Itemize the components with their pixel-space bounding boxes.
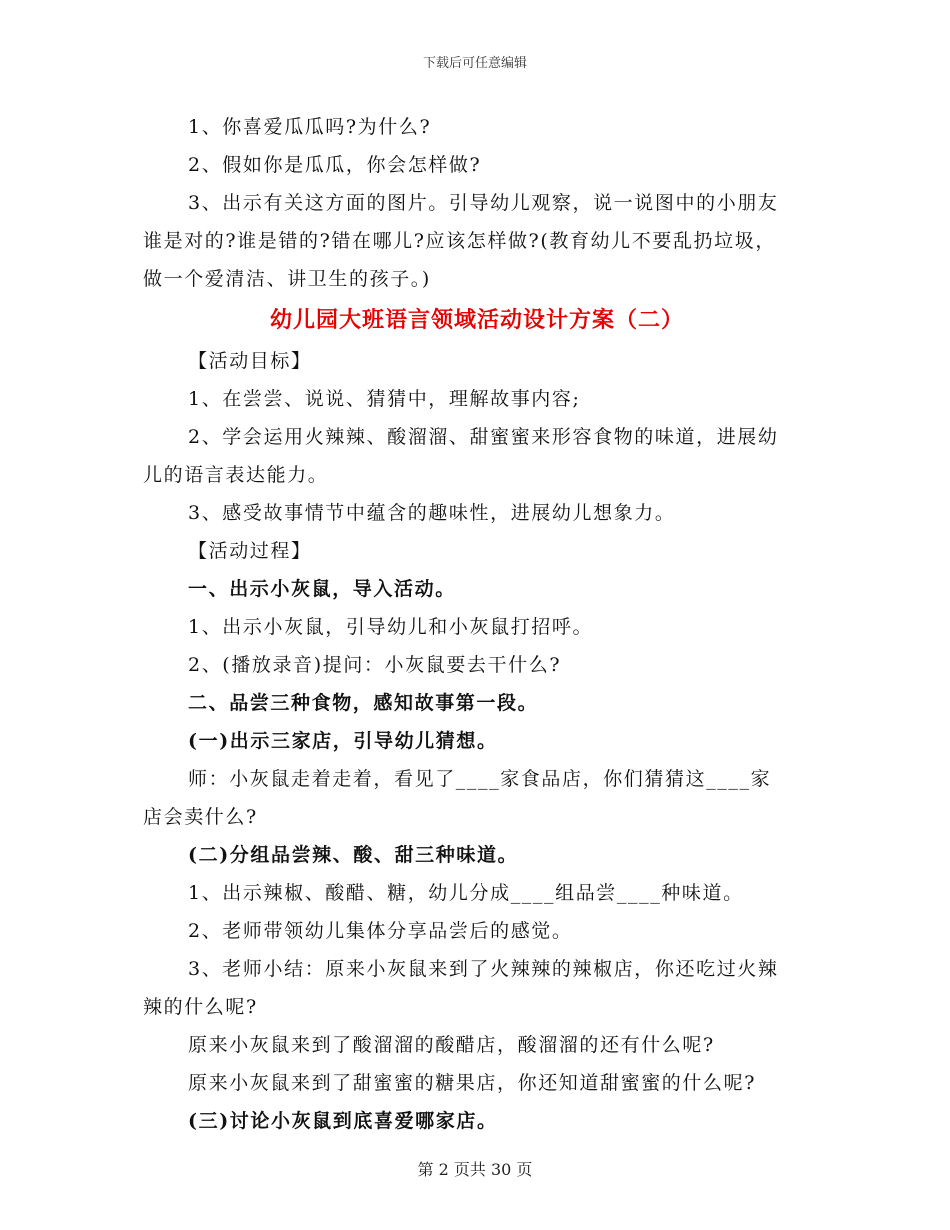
section-heading: 【活动过程】	[188, 540, 312, 562]
step-line: 师：小灰鼠走着走着，看见了____家食品店，你们猜猜这____家	[188, 768, 772, 790]
goal-line: 1、在尝尝、说说、猜猜中，理解故事内容;	[188, 388, 581, 410]
step-line: 店会卖什么?	[143, 806, 258, 828]
step-line: 3、老师小结：原来小灰鼠来到了火辣辣的辣椒店，你还吃过火辣	[188, 958, 779, 980]
step-heading: 一、出示小灰鼠，导入活动。	[188, 578, 456, 600]
step-line: 1、出示辣椒、酸醋、糖，幼儿分成____组品尝____种味道。	[188, 882, 744, 904]
section-heading: 【活动目标】	[188, 350, 312, 372]
page-footer: 第 2 页共 30 页	[417, 1160, 533, 1179]
step-line: 1、出示小灰鼠，引导幼儿和小灰鼠打招呼。	[188, 616, 594, 638]
question-line: 2、假如你是瓜瓜，你会怎样做?	[188, 154, 482, 176]
goal-line: 3、感受故事情节中蕴含的趣味性，进展幼儿想象力。	[188, 502, 676, 524]
sub-step-heading: (三)讨论小灰鼠到底喜爱哪家店。	[188, 1110, 498, 1132]
goal-line: 儿的语言表达能力。	[143, 464, 329, 486]
step-line: 2、(播放录音)提问：小灰鼠要去干什么?	[188, 654, 562, 676]
step-line: 原来小灰鼠来到了酸溜溜的酸醋店，酸溜溜的还有什么呢?	[188, 1034, 715, 1056]
step-line: 原来小灰鼠来到了甜蜜蜜的糖果店，你还知道甜蜜蜜的什么呢?	[188, 1072, 756, 1094]
sub-step-heading: (二)分组品尝辣、酸、甜三种味道。	[188, 844, 519, 866]
step-line: 2、老师带领幼儿集体分享品尝后的感觉。	[188, 920, 573, 942]
step-heading: 二、品尝三种食物，感知故事第一段。	[188, 692, 539, 714]
paragraph-line: 做一个爱清洁、讲卫生的孩子。)	[143, 268, 431, 290]
paragraph-line: 谁是对的?谁是错的?错在哪儿?应该怎样做?(教育幼儿不要乱扔垃圾，	[143, 230, 776, 252]
page-header: 下载后可任意编辑	[422, 56, 527, 71]
goal-line: 2、学会运用火辣辣、酸溜溜、甜蜜蜜来形容食物的味道，进展幼	[188, 426, 779, 448]
document-body	[143, 108, 811, 1140]
section-title: 幼儿园大班语言领域活动设计方案（二）	[269, 307, 684, 333]
question-line: 1、你喜爱瓜瓜吗?为什么?	[188, 116, 432, 138]
paragraph-line: 3、出示有关这方面的图片。引导幼儿观察，说一说图中的小朋友	[188, 192, 779, 214]
step-line: 辣的什么呢?	[143, 996, 258, 1018]
sub-step-heading: (一)出示三家店，引导幼儿猜想。	[188, 730, 498, 752]
